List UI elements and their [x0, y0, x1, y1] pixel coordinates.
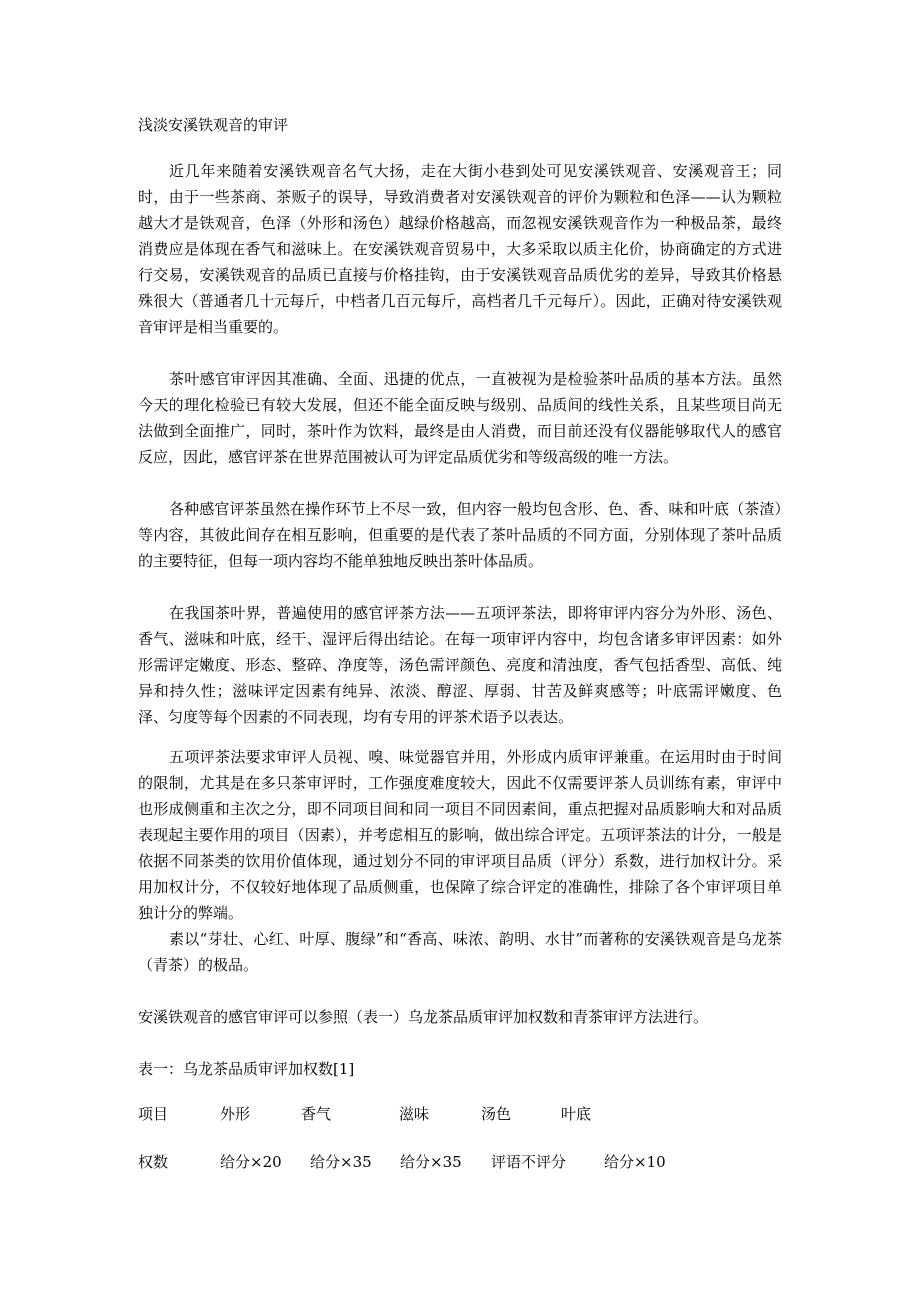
table-cell: 给分×20: [220, 1153, 282, 1171]
table-cell: 给分×35: [400, 1153, 462, 1171]
table-header-cell: 叶底: [561, 1105, 592, 1123]
paragraph-6: 素以“芽壮、心红、叶厚、腹绿”和“香高、味浓、韵明、水甘”而著称的安溪铁观音是乌龙茶（青茶）的极品。: [138, 930, 782, 974]
table-cell: 权数: [138, 1153, 169, 1171]
paragraph-2: 茶叶感官审评因其准确、全面、迅捷的优点，一直被视为是检验茶叶品质的基本方法。虽然今天的理化检验已有较大发展，但还不能全面反映与级别、品质间的线性关系，且某些项目尚无法做到全面推广，同时，茶叶作为饮料，最终是由人消费，而目前还没有仪器能够取代人的感官反应，因此，感官评茶在世界范围被认可为评定品质优劣和等级高级的唯一方法。: [138, 370, 782, 466]
paragraph-1: 近几年来随着安溪铁观音名气大扬，走在大街小巷到处可见安溪铁观音、安溪观音王；同时，由于一些茶商、茶贩子的误导，导致消费者对安溪铁观音的评价为颗粒和色泽——认为颗粒越大才是铁观音，色泽（外形和汤色）越绿价格越高，而忽视安溪铁观音作为一种极品茶，最终消费应是体现在香气和滋味上。在安溪铁观音贸易中，大多采取以质主化价，协商确定的方式进行交易，安溪铁观音的品质已直接与价格挂钩，由于安溪铁观音品质优劣的差异，导致其价格悬殊很大（普通者几十元每斤，中档者几百元每斤，高档者几千元每斤）。因此，正确对待安溪铁观音审评是相当重要的。: [138, 162, 782, 336]
table-cell: 评语不评分: [491, 1153, 567, 1171]
table-header-cell: 香气: [301, 1105, 332, 1123]
table-cell: 给分×10: [604, 1153, 666, 1171]
paragraph-5: 五项评茶法要求审评人员视、嗅、味觉器官并用，外形成内质审评兼重。在运用时由于时间的限制，尤其是在多只茶审评时，工作强度难度较大，因此不仅需要评茶人员训练有素，审评中也形成侧重和主次之分，即不同项目间和同一项目不同因素间，重点把握对品质影响大和对品质表现起主要作用的项目（因素），并考虑相互的影响，做出综合评定。五项评茶法的计分，一般是依据不同茶类的饮用价值体现，通过划分不同的审评项目品质（评分）系数，进行加权计分。采用加权计分，不仅较好地体现了品质侧重，也保障了综合评定的准确性，排除了各个审评项目单独计分的弊端。: [138, 748, 782, 922]
paragraph-4: 在我国茶叶界，普遍使用的感官评茶方法——五项评茶法，即将审评内容分为外形、汤色、香气、滋味和叶底，经干、湿评后得出结论。在每一项审评内容中，均包含诸多审评因素：如外形需评定嫩度、形态、整碎、净度等，汤色需评颜色、亮度和清浊度，香气包括香型、高低、纯异和持久性；滋味评定因素有纯异、浓淡、醇涩、厚弱、甘苦及鲜爽感等；叶底需评嫩度、色泽、匀度等每个因素的不同表现，均有专用的评茶术语予以表达。: [138, 604, 782, 726]
table-cell: 给分×35: [310, 1153, 372, 1171]
table-header-cell: 项目: [138, 1105, 169, 1123]
table-caption: 表一：乌龙茶品质审评加权数[1]: [138, 1060, 355, 1078]
table-header-cell: 滋味: [399, 1105, 430, 1123]
reference-line: 安溪铁观音的感官审评可以参照（表一）乌龙茶品质审评加权数和青茶审评方法进行。: [138, 1008, 709, 1026]
document-title: 浅淡安溪铁观音的审评: [138, 116, 289, 134]
paragraph-3: 各种感官评茶虽然在操作环节上不尽一致，但内容一般均包含形、色、香、味和叶底（茶渣）等内容，其彼此间存在相互影响，但重要的是代表了茶叶品质的不同方面，分别体现了茶叶品质的主要特征，但每一项内容均不能单独地反映出茶叶体品质。: [138, 500, 782, 570]
table-header-cell: 外形: [220, 1105, 251, 1123]
table-header-cell: 汤色: [481, 1105, 512, 1123]
